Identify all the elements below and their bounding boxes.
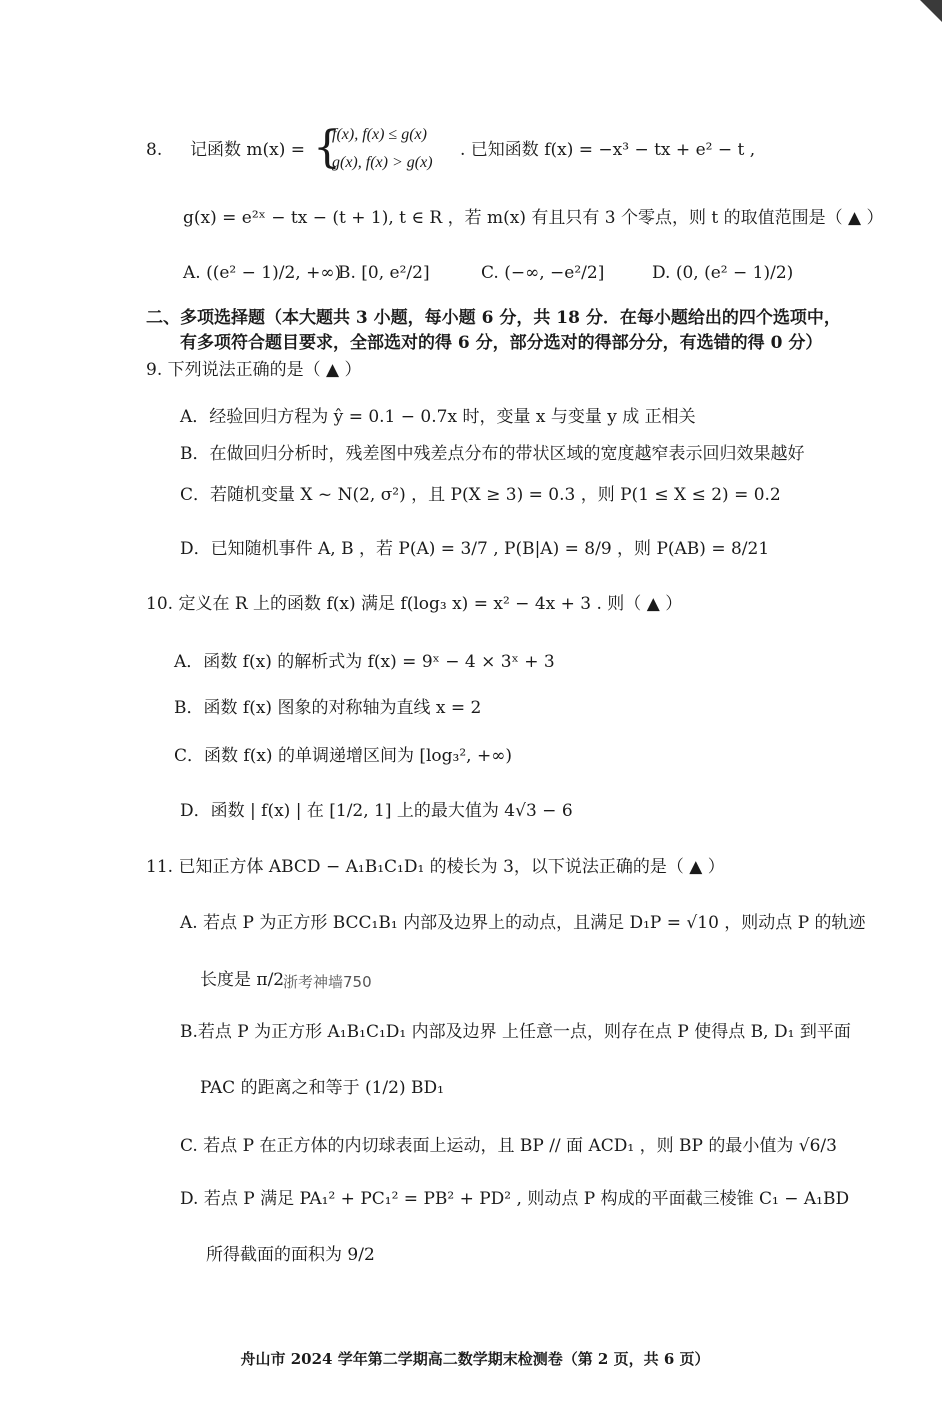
question-11-option-b-line2: PAC 的距离之和等于 (1/2) BD₁ bbox=[200, 1078, 444, 1098]
question-8-option-d: D. (0, (e² − 1)/2) bbox=[652, 263, 794, 283]
question-9-option-d: D．已知随机事件 A, B ，若 P(A) = 3/7 , P(B|A) = 8/9 ，则 P(AB) = 8/21 bbox=[180, 539, 770, 559]
question-10-option-b: B．函数 f(x) 图象的对称轴为直线 x = 2 bbox=[174, 698, 482, 718]
question-8-option-a: A. ((e² − 1)/2, +∞) bbox=[183, 263, 342, 283]
question-11-option-a-line2: 长度是 π/2 bbox=[200, 970, 285, 990]
question-11-option-b-line1: B.若点 P 为正方形 A₁B₁C₁D₁ 内部及边界 上任意一点，则存在点 P 使得点 B, D₁ 到平面 bbox=[180, 1022, 851, 1042]
question-8-line2: g(x) = e²ˣ − tx − (t + 1), t ∈ R ，若 m(x) 有且只有 3 个零点，则 t 的取值范围是（ ▲ ） bbox=[183, 208, 884, 228]
question-8-intro-rest: . 已知函数 f(x) = −x³ − tx + e² − t , bbox=[460, 140, 756, 160]
question-10-option-a: A．函数 f(x) 的解析式为 f(x) = 9ˣ − 4 × 3ˣ + 3 bbox=[174, 652, 555, 672]
question-9-stem: 9. 下列说法正确的是（ ▲ ） bbox=[146, 360, 362, 380]
question-9-option-c: C．若随机变量 X ~ N(2, σ²) ，且 P(X ≥ 3) = 0.3 ，则 P(1 ≤ X ≤ 2) = 0.2 bbox=[180, 485, 781, 505]
question-10-stem: 10. 定义在 R 上的函数 f(x) 满足 f(log₃ x) = x² − 4x + 3 . 则（ ▲ ） bbox=[146, 594, 683, 614]
page-footer: 舟山市 2024 学年第二学期高二数学期末检测卷（第 2 页，共 6 页） bbox=[240, 1350, 710, 1368]
question-11-option-d-line1: D. 若点 P 满足 PA₁² + PC₁² = PB² + PD² , 则动点 P 构成的平面截三棱锥 C₁ − A₁BD bbox=[180, 1189, 850, 1209]
piecewise-brace: { bbox=[313, 122, 341, 173]
question-10-option-c: C．函数 f(x) 的单调递增区间为 [log₃², +∞) bbox=[174, 746, 513, 766]
question-11-option-a-line1: A. 若点 P 为正方形 BCC₁B₁ 内部及边界上的动点，且满足 D₁P = √10 ，则动点 P 的轨迹 bbox=[180, 913, 866, 933]
piecewise-bottom-case: g(x), f(x) > g(x) bbox=[332, 154, 433, 171]
question-9-option-a: A．经验回归方程为 ŷ = 0.1 − 0.7x 时，变量 x 与变量 y 成 正相关 bbox=[180, 407, 696, 427]
question-8-number: 8. bbox=[146, 140, 163, 160]
question-11-option-c-line1: C. 若点 P 在正方体的内切球表面上运动，且 BP // 面 ACD₁ ，则 BP 的最小值为 √6/3 bbox=[180, 1136, 837, 1156]
question-8-intro: 记函数 m(x) = bbox=[190, 140, 306, 160]
question-8-option-c: C. (−∞, −e²/2] bbox=[481, 263, 605, 283]
watermark-note: 浙考神墙750 bbox=[283, 973, 372, 991]
section-2-line1: 二、多项选择题（本大题共 3 小题，每小题 6 分，共 18 分．在每小题给出的四个选项中， bbox=[146, 308, 841, 328]
question-8-option-b: B. [0, e²/2] bbox=[338, 263, 430, 283]
piecewise-top-case: f(x), f(x) ≤ g(x) bbox=[332, 126, 427, 143]
question-9-option-b: B．在做回归分析时，残差图中残差点分布的带状区域的宽度越窄表示回归效果越好 bbox=[180, 444, 805, 464]
question-11-option-d-line2: 所得截面的面积为 9/2 bbox=[206, 1245, 375, 1265]
section-2-line2: 有多项符合题目要求，全部选对的得 6 分，部分选对的得部分分，有选错的得 0 分） bbox=[180, 333, 823, 353]
question-11-stem: 11. 已知正方体 ABCD − A₁B₁C₁D₁ 的棱长为 3，以下说法正确的是（ ▲ ） bbox=[146, 857, 725, 877]
corner-mark-icon bbox=[920, 0, 942, 22]
question-10-option-d: D．函数 | f(x) | 在 [1/2, 1] 上的最大值为 4√3 − 6 bbox=[180, 801, 573, 821]
